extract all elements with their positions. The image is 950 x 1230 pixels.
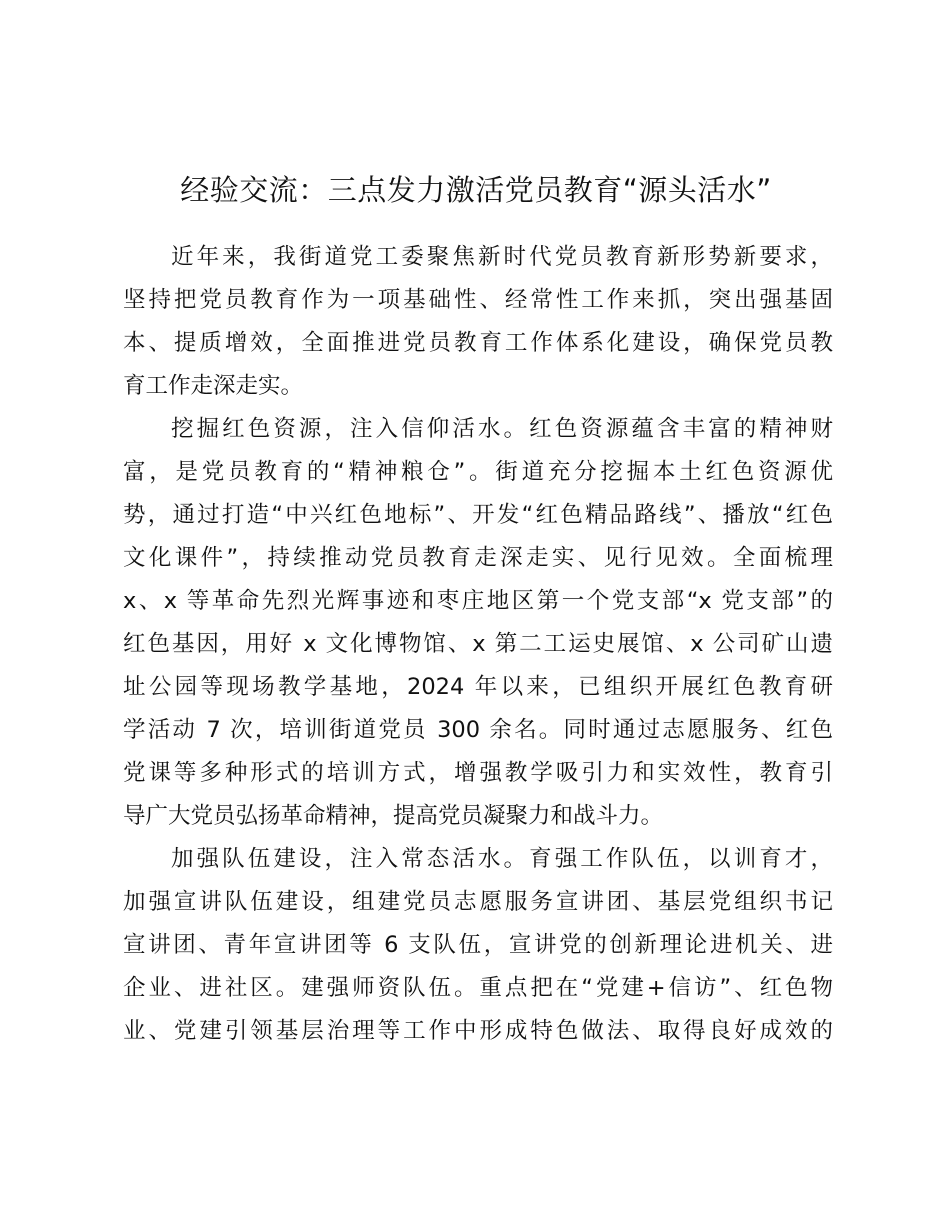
paragraph-2-line-2: 富，是党员教育的“精神粮仓”。街道充分挖掘本土红色资源优 xyxy=(123,459,833,485)
paragraph-1-line-3: 本、提质增效，全面推进党员教育工作体系化建设，确保党员教 xyxy=(123,330,833,356)
paragraph-2-line-6: 红色基因，用好 x 文化博物馆、x 第二工运史展馆、x 公司矿山遗 xyxy=(123,631,833,657)
paragraph-2-line-4: 文化课件”，持续推动党员教育走深走实、见行见效。全面梳理 xyxy=(123,545,833,571)
paragraph-2-line-3: 势，通过打造“中兴红色地标”、开发“红色精品路线”、播放“红色 xyxy=(123,502,833,528)
paragraph-1-line-1: 近年来，我街道党工委聚焦新时代党员教育新形势新要求， xyxy=(171,244,833,270)
paragraph-3-line-4: 企业、进社区。建强师资队伍。重点把在“党建+信访”、红色物 xyxy=(123,975,833,1001)
paragraph-2-line-10: 导广大党员弘扬革命精神，提高党员凝聚力和战斗力。 xyxy=(123,803,664,829)
paragraph-2-line-9: 党课等多种形式的培训方式，增强教学吸引力和实效性，教育引 xyxy=(123,760,833,786)
paragraph-3-line-3: 宣讲团、青年宣讲团等 6 支队伍，宣讲党的创新理论进机关、进 xyxy=(123,932,833,958)
document-title: 经验交流：三点发力激活党员教育“源头活水” xyxy=(180,173,772,207)
paragraph-1-line-2: 坚持把党员教育作为一项基础性、经常性工作来抓，突出强基固 xyxy=(123,287,833,313)
paragraph-2-line-8: 学活动 7 次，培训街道党员 300 余名。同时通过志愿服务、红色 xyxy=(123,717,833,743)
paragraph-2-line-7: 址公园等现场教学基地，2024 年以来，已组织开展红色教育研 xyxy=(123,674,833,700)
paragraph-1-line-4: 育工作走深走实。 xyxy=(123,373,304,399)
paragraph-2-line-1: 挖掘红色资源，注入信仰活水。红色资源蕴含丰富的精神财 xyxy=(171,416,833,442)
paragraph-3-line-1: 加强队伍建设，注入常态活水。育强工作队伍，以训育才， xyxy=(171,846,833,872)
paragraph-3-line-5: 业、党建引领基层治理等工作中形成特色做法、取得良好成效的 xyxy=(123,1018,833,1044)
paragraph-3-line-2: 加强宣讲队伍建设，组建党员志愿服务宣讲团、基层党组织书记 xyxy=(123,889,833,915)
paragraph-2-line-5: x、x 等革命先烈光辉事迹和枣庄地区第一个党支部“x 党支部”的 xyxy=(123,588,833,614)
